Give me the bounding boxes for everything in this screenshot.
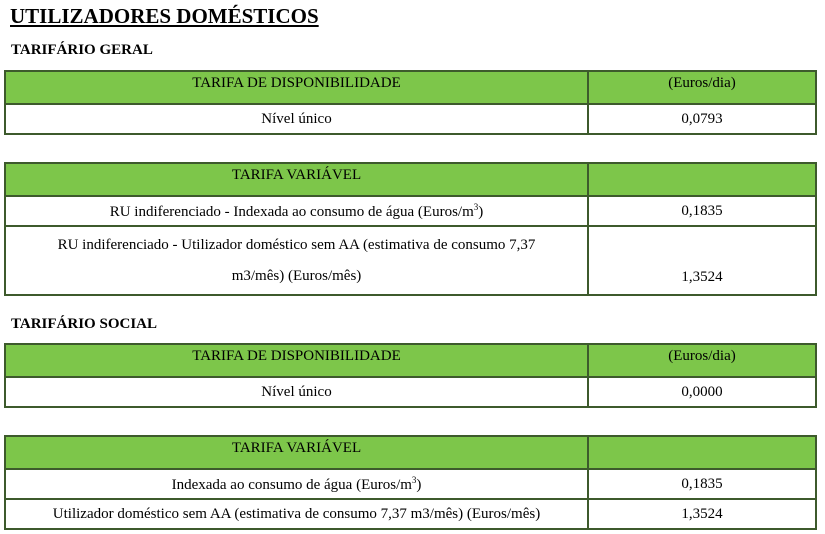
table-header-unit: (Euros/dia) [588,71,816,104]
row-value: 0,0793 [588,104,816,134]
geral-variavel-table [4,162,817,296]
table-row [5,226,816,295]
row-value: 1,3524 [588,499,816,529]
table-header-unit [588,436,816,469]
row-label: Indexada ao consumo de água $(Euros/m^3)$ [5,469,588,499]
table-header: TARIFA VARIÁVEL [5,163,588,196]
table-row [5,377,816,407]
social-disponibilidade-table [4,343,817,408]
row-value: 0,1835 [588,196,816,226]
geral-disponibilidade-table [4,70,817,135]
table-header: TARIFA DE DISPONIBILIDADE [5,344,588,377]
table-header: TARIFA DE DISPONIBILIDADE [5,71,588,104]
social-variavel-table [4,435,817,530]
row-label: RU indiferenciado - Utilizador doméstico sem AA (estimativa de consumo 7,37 m3/mês) (Euros/mês) [5,226,588,295]
row-value: 0,0000 [588,377,816,407]
row-value: 1,3524 [588,226,816,295]
page-title: UTILIZADORES DOMÉSTICOS [10,4,319,28]
table-header-unit: (Euros/dia) [588,344,816,377]
table-row [5,499,816,529]
row-label: Nível único [5,104,588,134]
section-heading-social: TARIFÁRIO SOCIAL [11,316,157,332]
table-header: TARIFA VARIÁVEL [5,436,588,469]
table-row [5,104,816,134]
row-label: Utilizador doméstico sem AA (estimativa de consumo 7,37 m3/mês) (Euros/mês) [5,499,588,529]
table-header-unit [588,163,816,196]
section-heading-geral: TARIFÁRIO GERAL [11,42,153,58]
row-label: RU indiferenciado - Indexada ao consumo de água $(Euros/m^3)$ [5,196,588,226]
row-label: Nível único [5,377,588,407]
row-value: 0,1835 [588,469,816,499]
table-row [5,196,816,226]
table-row [5,469,816,499]
